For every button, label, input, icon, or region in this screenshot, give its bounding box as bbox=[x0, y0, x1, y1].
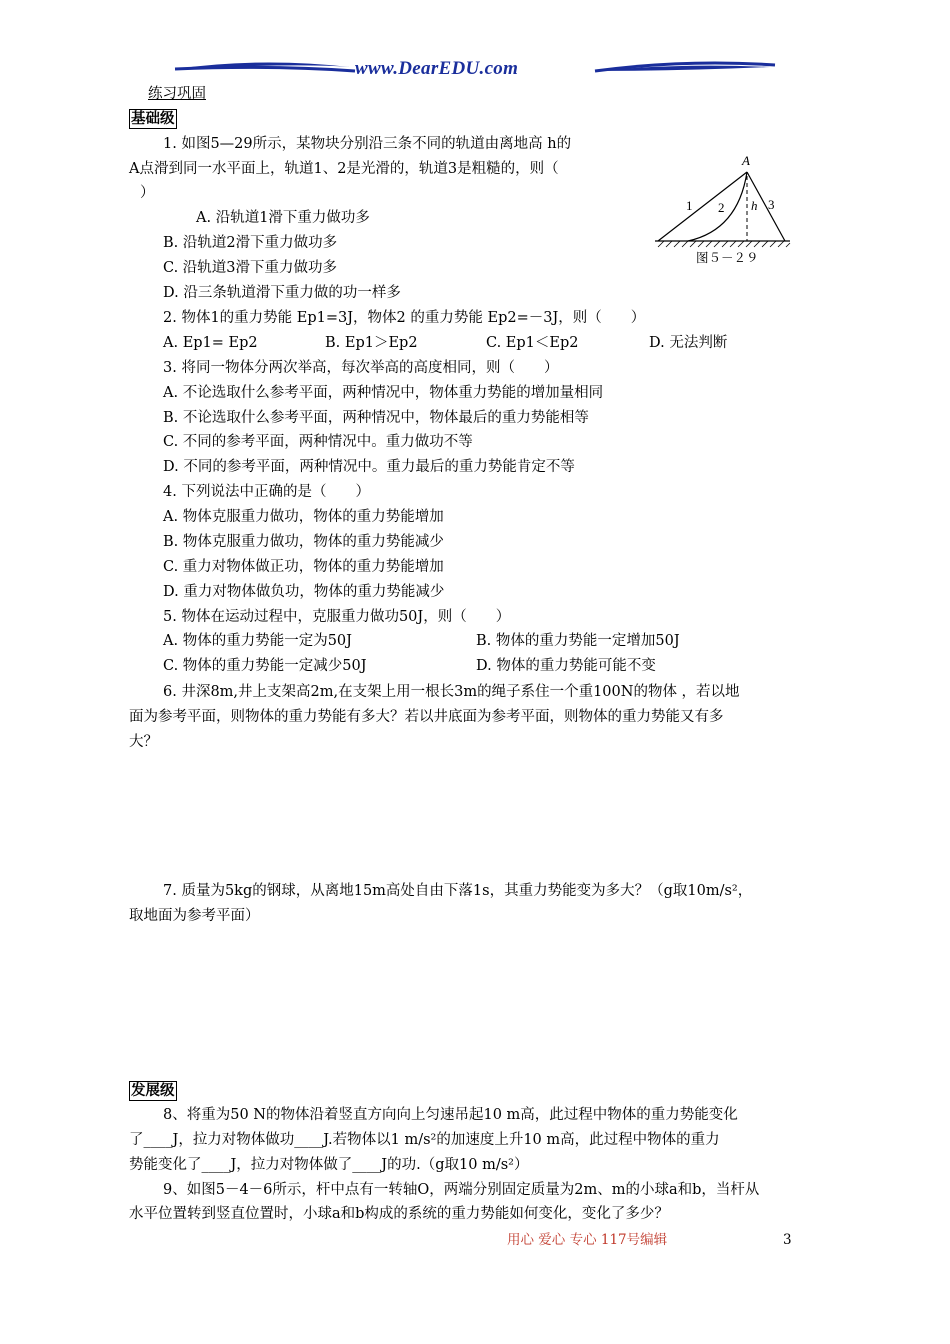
q8-line3: 势能变化了____J，拉力对物体做了____J的功.（g取10 m/s²） bbox=[129, 1157, 529, 1173]
q1-option-d: D. 沿三条轨道滑下重力做的功一样多 bbox=[163, 285, 401, 301]
figure-label-1: 1 bbox=[686, 198, 693, 213]
figure-label-h: h bbox=[751, 198, 758, 213]
q1-line1: 1. 如图5—29所示，某物块分别沿三条不同的轨道由离地高 h的 bbox=[163, 136, 572, 152]
q8-line2: 了____J，拉力对物体做功____J.若物体以1 m/s²的加速度上升10 m高，此过程中物体的重力 bbox=[129, 1132, 720, 1148]
q4-option-a: A. 物体克服重力做功，物体的重力势能增加 bbox=[163, 509, 444, 525]
q2-option-a: A. Ep1= Ep2 bbox=[163, 335, 258, 351]
q1-option-c: C. 沿轨道3滑下重力做功多 bbox=[163, 260, 338, 276]
q3-option-c: C. 不同的参考平面，两种情况中。重力做功不等 bbox=[163, 434, 473, 450]
q4-option-c: C. 重力对物体做正功，物体的重力势能增加 bbox=[163, 559, 444, 575]
q3-option-b: B. 不论选取什么参考平面，两种情况中，物体最后的重力势能相等 bbox=[163, 410, 589, 426]
level-advanced-label: 发展级 bbox=[131, 1082, 175, 1099]
level-basic-label: 基础级 bbox=[131, 110, 175, 127]
q2-option-c: C. Ep1＜Ep2 bbox=[486, 335, 579, 351]
q5-option-c: C. 物体的重力势能一定减少50J bbox=[163, 658, 367, 674]
q6-line2: 面为参考平面，则物体的重力势能有多大？若以井底面为参考平面，则物体的重力势能又有多 bbox=[129, 709, 724, 725]
q5-option-b: B. 物体的重力势能一定增加50J bbox=[476, 633, 680, 649]
q5-option-d: D. 物体的重力势能可能不变 bbox=[476, 658, 656, 674]
q9-line1: 9、如图5－4－6所示，杆中点有一转轴O，两端分别固定质量为2m、m的小球a和b，当杆从 bbox=[163, 1182, 760, 1198]
q4-stem: 4. 下列说法中正确的是（ ） bbox=[163, 484, 370, 500]
q1-line3: ） bbox=[140, 185, 155, 201]
q1-option-a: A. 沿轨道1滑下重力做功多 bbox=[196, 210, 370, 226]
figure-caption: 图５－２９ bbox=[696, 251, 759, 265]
q2-stem: 2. 物体1的重力势能 Ep1=3J，物体2 的重力势能 Ep2=－3J，则（ ） bbox=[163, 310, 646, 326]
figure-label-a: A bbox=[742, 153, 750, 168]
q4-option-d: D. 重力对物体做负功，物体的重力势能减少 bbox=[163, 584, 445, 600]
q6-line1: 6. 井深8m,井上支架高2m,在支架上用一根长3m的绳子系住一个重100N的物体 ，若以地 bbox=[163, 684, 740, 700]
q4-option-b: B. 物体克服重力做功，物体的重力势能减少 bbox=[163, 534, 444, 550]
q5-option-a: A. 物体的重力势能一定为50J bbox=[163, 633, 352, 649]
section-title: 练习巩固 bbox=[148, 86, 206, 102]
q6-line3: 大？ bbox=[129, 734, 158, 750]
q3-option-d: D. 不同的参考平面，两种情况中。重力最后的重力势能肯定不等 bbox=[163, 459, 575, 475]
q5-stem: 5. 物体在运动过程中，克服重力做功50J，则（ ） bbox=[163, 609, 511, 625]
q8-line1: 8、将重为50 N的物体沿着竖直方向向上匀速吊起10 m高，此过程中物体的重力势能变化 bbox=[163, 1107, 738, 1123]
site-url: www.DearEDU.com bbox=[355, 58, 519, 79]
q2-option-d: D. 无法判断 bbox=[649, 335, 728, 351]
figure-label-3: 3 bbox=[768, 197, 775, 212]
q2-option-b: B. Ep1＞Ep2 bbox=[325, 335, 418, 351]
q7-line2: 取地面为参考平面） bbox=[129, 908, 260, 924]
page-number: 3 bbox=[783, 1232, 792, 1248]
q3-option-a: A. 不论选取什么参考平面，两种情况中，物体重力势能的增加量相同 bbox=[163, 385, 604, 401]
q7-line1: 7. 质量为5kg的钢球，从离地15m高处自由下落1s，其重力势能变为多大？（g取10m/s²， bbox=[163, 883, 753, 899]
q1-option-b: B. 沿轨道2滑下重力做功多 bbox=[163, 235, 338, 251]
q1-line2: A点滑到同一水平面上，轨道1、2是光滑的，轨道3是粗糙的，则（ bbox=[129, 161, 559, 177]
figure-5-29 bbox=[650, 150, 800, 268]
q3-stem: 3. 将同一物体分两次举高，每次举高的高度相同，则（ ） bbox=[163, 360, 559, 376]
q9-line2: 水平位置转到竖直位置时，小球a和b构成的系统的重力势能如何变化，变化了多少？ bbox=[129, 1206, 669, 1222]
footer-credit: 用心 爱心 专心 117号编辑 bbox=[507, 1232, 668, 1248]
figure-label-2: 2 bbox=[718, 200, 725, 215]
